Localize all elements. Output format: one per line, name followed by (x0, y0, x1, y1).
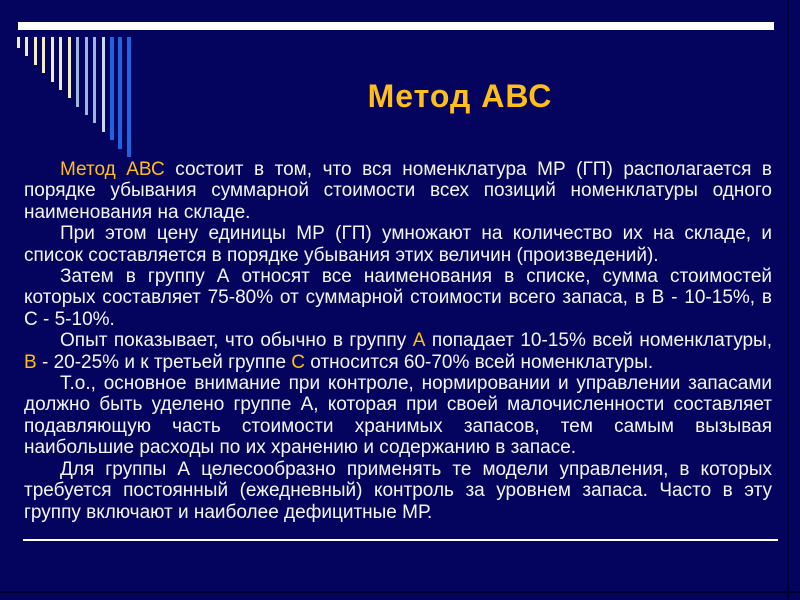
decorative-bar (59, 37, 62, 90)
decorative-bar (17, 37, 20, 48)
decorative-bar (85, 37, 88, 115)
text-segment: При этом цену единицы МР (ГП) умножают на количество их на складе, и список составляется в порядке убывания этих величин (произведений). (24, 223, 772, 266)
decorative-bar (51, 37, 54, 82)
decorative-bar (34, 37, 37, 65)
abc-highlight: Метод АВС (60, 159, 165, 180)
paragraph (24, 266, 772, 330)
decorative-bar (110, 37, 114, 140)
text-segment: Для группы А целесообразно применять те модели управления, в которых требуется постоянный (ежедневный) контроль за уровнем запаса. Часто в эту группу включают и наиболее дефицитные МР. (24, 458, 772, 523)
decorative-bar (68, 37, 71, 98)
slide-title: Метод АВС (367, 78, 553, 114)
paragraph (24, 223, 772, 266)
text-segment: Т.о., основное внимание при контроле, нормировании и управлении запасами должно быть уделено группе А, которая при своей малочисленности составляет подавляющую часть стоимости хранимых запасов, тем самым вызывая наибольшие расходы по их хранению и содержанию в запасе. (24, 373, 772, 459)
text-segment: состоит в том, что вся номенклатура МР (ГП) располагается в порядке убывания суммарной стоимости всех позиций номенклатуры одного наименования на складе. (24, 159, 773, 223)
bottom-divider-line (23, 539, 778, 541)
paragraph (24, 373, 772, 459)
right-edge-shadow (787, 0, 789, 600)
text-segment: относится 60-70% всей номенклатуры. (305, 351, 654, 373)
decorative-bar (102, 37, 105, 132)
paragraph (24, 159, 772, 223)
bottom-edge-shadow (0, 591, 800, 593)
paragraph (24, 459, 772, 523)
text-segment: Опыт показывает, что обычно в группу (60, 330, 413, 352)
decorative-bar (93, 37, 96, 123)
slide-body-text (24, 159, 772, 523)
abc-highlight: С (291, 351, 306, 373)
text-segment: попадает 10-15% всей номенклатуры, (425, 330, 772, 352)
abc-highlight: А (412, 330, 426, 352)
paragraph (24, 330, 772, 373)
decorative-bar (25, 37, 28, 56)
text-segment: Затем в группу А относят все наименования в списке, сумма стоимостей которых составляет 75-80% от суммарной стоимости всего запаса, в В - 10-15%, в С - 5-10%. (24, 266, 772, 330)
decorative-bar (42, 37, 45, 73)
decorative-bar (76, 37, 79, 107)
abc-highlight: В (24, 351, 37, 373)
text-segment: - 20-25% и к третьей группе (36, 351, 292, 373)
